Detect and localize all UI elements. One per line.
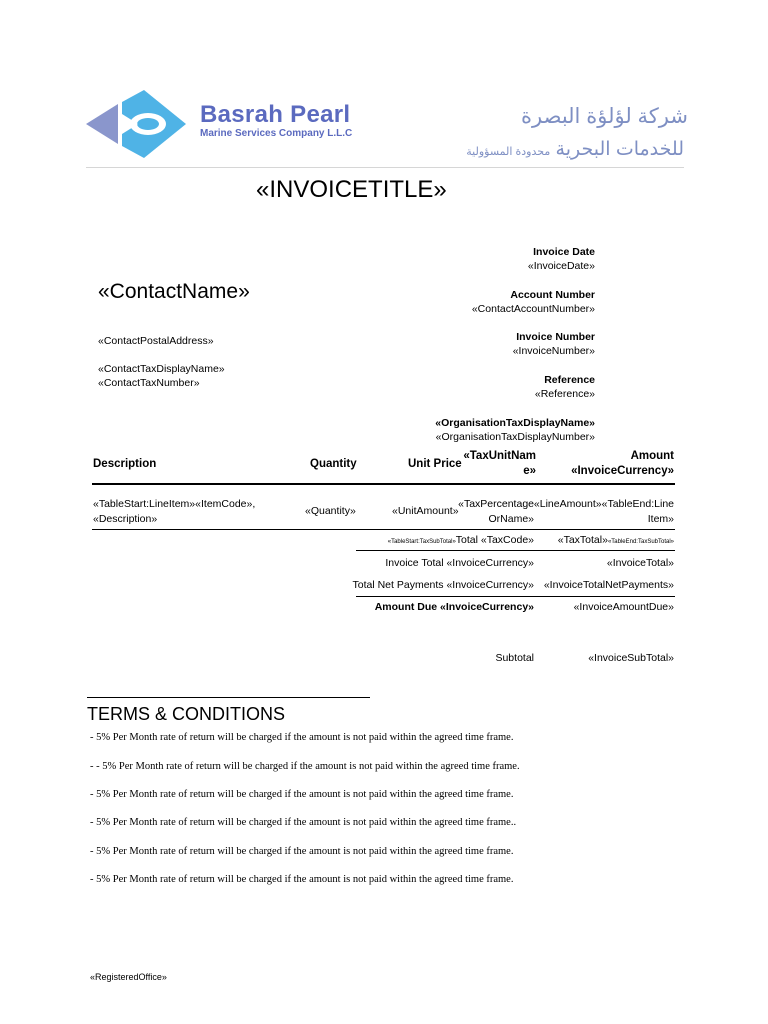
col-header-amount-line1: Amount — [630, 450, 674, 462]
subtotal-label: Subtotal — [495, 652, 534, 664]
invoice-date-label: Invoice Date — [533, 246, 595, 258]
col-header-tax-line2: e» — [523, 465, 536, 477]
account-number-block — [472, 288, 595, 316]
table-header-rule — [92, 483, 675, 485]
tax-subtotal-label — [388, 533, 534, 550]
brand-subtitle: Marine Services Company L.L.C — [200, 128, 353, 139]
org-tax-block — [435, 416, 595, 444]
brand-name: Basrah Pearl — [200, 101, 351, 128]
contact-postal-address: «ContactPostalAddress» — [98, 335, 214, 347]
invoice-date-block — [528, 245, 595, 273]
row-amount-line2: Item» — [647, 513, 674, 525]
invoice-number-block — [513, 330, 595, 358]
brand-arabic-line2-suffix: محدودة المسؤولية — [466, 146, 551, 158]
contact-tax-number: «ContactTaxNumber» — [98, 377, 200, 389]
invoice-number-value: «InvoiceNumber» — [512, 345, 595, 357]
reference-label: Reference — [544, 374, 595, 386]
row-description-line1: «TableStart:LineItem»«ItemCode», — [93, 498, 256, 510]
term-item: - 5% Per Month rate of return will be charged if the amount is not paid within the agreed time frame. — [90, 789, 514, 800]
invoice-date-value: «InvoiceDate» — [527, 260, 595, 272]
col-header-amount-line2: «InvoiceCurrency» — [571, 465, 674, 477]
amount-due-rule — [356, 596, 675, 597]
line-item-rule — [92, 529, 675, 530]
col-header-quantity: Quantity — [310, 458, 357, 470]
row-tax — [458, 497, 534, 527]
contact-tax-display-name: «ContactTaxDisplayName» — [98, 363, 225, 375]
row-description — [93, 497, 255, 527]
col-header-tax — [463, 449, 536, 479]
term-item: - - 5% Per Month rate of return will be charged if the amount is not paid within the agreed time frame. — [90, 761, 520, 772]
org-tax-display-name: «OrganisationTaxDisplayName» — [435, 417, 595, 429]
brand-arabic-line2 — [466, 138, 684, 161]
row-description-line2: «Description» — [93, 513, 158, 525]
term-item: - 5% Per Month rate of return will be charged if the amount is not paid within the agreed time frame. — [90, 732, 514, 743]
term-item: - 5% Per Month rate of return will be charged if the amount is not paid within the agreed time frame. — [90, 846, 514, 857]
account-number-label: Account Number — [510, 289, 595, 301]
tax-total-value: «TaxTotal» — [557, 534, 608, 546]
brand-arabic-line2-text: للخدمات البحرية — [555, 139, 684, 160]
terms-divider — [87, 697, 370, 698]
tax-subtotal-rule — [356, 550, 675, 551]
net-payments-label: Total Net Payments «InvoiceCurrency» — [352, 579, 534, 591]
net-payments-value: «InvoiceTotalNetPayments» — [543, 579, 674, 591]
brand-arabic-line1: شركة لؤلؤة البصرة — [521, 105, 688, 128]
account-number-value: «ContactAccountNumber» — [471, 303, 595, 315]
row-unit-amount: «UnitAmount» — [392, 505, 459, 517]
col-header-tax-line1: «TaxUnitNam — [463, 450, 536, 462]
tax-subtotal-suffix: «TableEnd:TaxSubTotal» — [607, 539, 674, 545]
row-amount-line1: «LineAmount»«TableEnd:Line — [533, 498, 674, 510]
org-tax-display-number: «OrganisationTaxDisplayNumber» — [435, 431, 595, 443]
reference-value: «Reference» — [534, 388, 595, 400]
term-item: - 5% Per Month rate of return will be charged if the amount is not paid within the agreed time frame.. — [90, 817, 517, 828]
row-tax-line2: OrName» — [488, 513, 534, 525]
amount-due-value: «InvoiceAmountDue» — [573, 601, 674, 613]
invoice-number-label: Invoice Number — [516, 331, 595, 343]
col-header-description: Description — [93, 458, 157, 470]
tax-subtotal-text: Total «TaxCode» — [455, 534, 534, 546]
row-quantity: «Quantity» — [305, 505, 356, 517]
subtotal-value: «InvoiceSubTotal» — [588, 652, 674, 664]
row-tax-line1: «TaxPercentage — [458, 498, 534, 510]
invoice-title: «INVOICETITLE» — [256, 176, 447, 203]
basrah-pearl-logo-icon — [86, 88, 190, 160]
col-header-amount — [571, 449, 674, 479]
tax-subtotal-value — [558, 533, 674, 550]
invoice-total-value: «InvoiceTotal» — [606, 557, 674, 569]
row-amount — [534, 497, 674, 527]
tax-subtotal-prefix: «TableStart:TaxSubTotal» — [387, 539, 456, 545]
header-divider — [86, 167, 684, 168]
col-header-unit-price: Unit Price — [408, 458, 462, 470]
reference-block — [535, 373, 595, 401]
registered-office: «RegisteredOffice» — [90, 972, 167, 982]
terms-title: TERMS & CONDITIONS — [87, 704, 286, 724]
invoice-total-label: Invoice Total «InvoiceCurrency» — [385, 557, 534, 569]
contact-name: «ContactName» — [98, 280, 250, 303]
amount-due-label: Amount Due «InvoiceCurrency» — [374, 601, 534, 613]
term-item: - 5% Per Month rate of return will be charged if the amount is not paid within the agreed time frame. — [90, 874, 514, 885]
